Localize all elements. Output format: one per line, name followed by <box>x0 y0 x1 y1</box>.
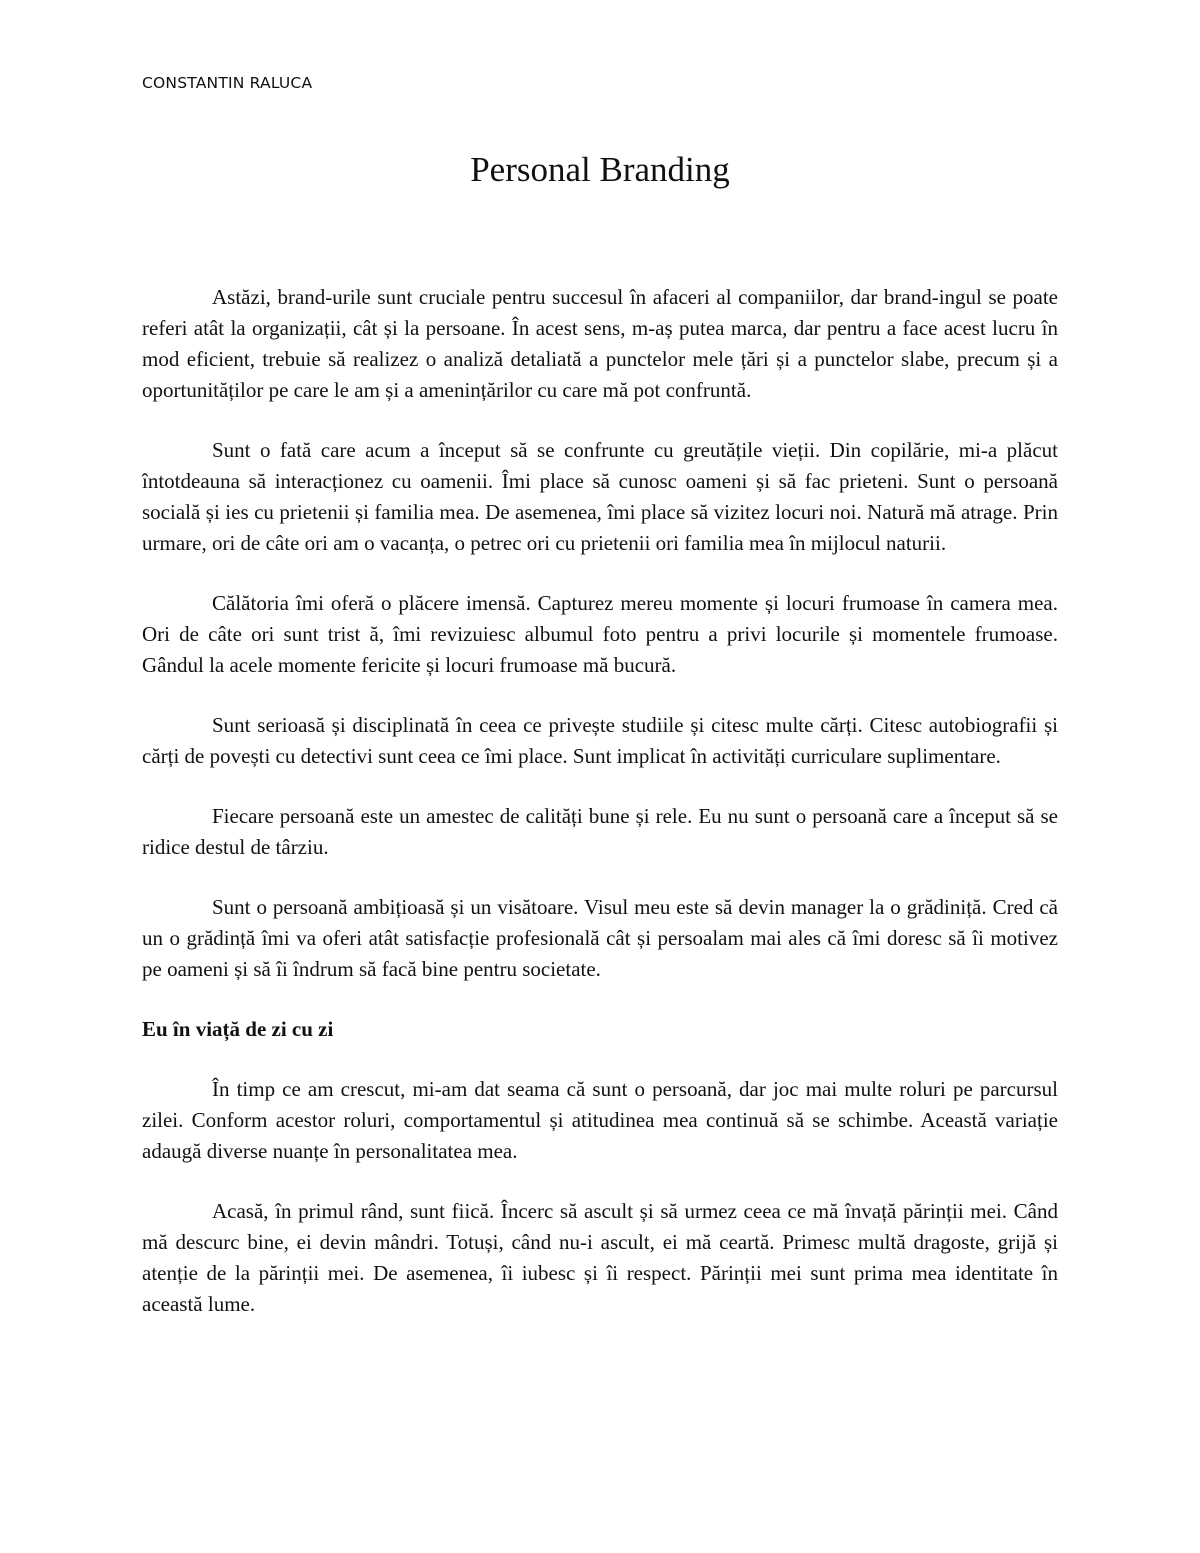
document-body <box>142 282 1058 1349</box>
document-title: Personal Branding <box>470 150 730 189</box>
paragraph: Sunt o fată care acum a început să se confrunte cu greutățile vieții. Din copilărie, mi-a plăcut întotdeauna să interacționez cu oamenii. Îmi place să cunosc oameni și să fac prieteni. Sunt o persoană socială și ies cu prietenii și familia mea. De asemenea, îmi place să vizitez locuri noi. Natură mă atrage. Prin urmare, ori de câte ori am o vacanța, o petrec ori cu prietenii ori familia mea în mijlocul naturii. <box>142 438 1058 555</box>
paragraph: Acasă, în primul rând, sunt fiică. Încerc să ascult și să urmez ceea ce mă învață părinții mei. Când mă descurc bine, ei devin mândri. Totuși, când nu-i ascult, ei mă ceartă. Primesc multă dragoste, grijă și atenție de la părinții mei. De asemenea, îi iubesc și îi respect. Părinții mei sunt prima mea identitate în această lume. <box>142 1199 1058 1316</box>
paragraph: Astăzi, brand-urile sunt cruciale pentru succesul în afaceri al companiilor, dar brand-ingul se poate referi atât la organizații, cât și la persoane. În acest sens, m-aș putea marca, dar pentru a face acest lucru în mod eficient, trebuie să realizez o analiză detaliată a punctelor mele țări și a punctelor slabe, precum și a oportunităților pe care le am și a amenințărilor cu care mă pot confruntă. <box>142 285 1058 402</box>
section-heading: Eu în viață de zi cu zi <box>142 1017 334 1041</box>
paragraph: Sunt o persoană ambițioasă și un visătoare. Visul meu este să devin manager la o grădiniță. Cred că un o grădință îmi va oferi atât satisfacție profesională cât și persoalam mai ales că îmi doresc să îi motivez pe oameni și să îi îndrum să facă bine pentru societate. <box>142 895 1058 981</box>
paragraph: Fiecare persoană este un amestec de calități bune și rele. Eu nu sunt o persoană care a început să se ridice destul de târziu. <box>142 804 1058 859</box>
author-header: CONSTANTIN RALUCA <box>142 74 313 92</box>
paragraph: În timp ce am crescut, mi-am dat seama că sunt o persoană, dar joc mai multe roluri pe parcursul zilei. Conform acestor roluri, comportamentul și atitudinea mea continuă să se schimbe. Această variație adaugă diverse nuanțe în personalitatea mea. <box>142 1077 1058 1163</box>
paragraph: Sunt serioasă și disciplinată în ceea ce privește studiile și citesc multe cărți. Citesc autobiografii și cărți de povești cu detectivi sunt ceea ce îmi place. Sunt implicat în activități curriculare suplimentare. <box>142 713 1058 768</box>
paragraph: Călătoria îmi oferă o plăcere imensă. Capturez mereu momente și locuri frumoase în camera mea. Ori de câte ori sunt trist ă, îmi revizuiesc albumul foto pentru a privi locurile și momentele frumoase. Gândul la acele momente fericite și locuri frumoase mă bucură. <box>142 591 1058 677</box>
